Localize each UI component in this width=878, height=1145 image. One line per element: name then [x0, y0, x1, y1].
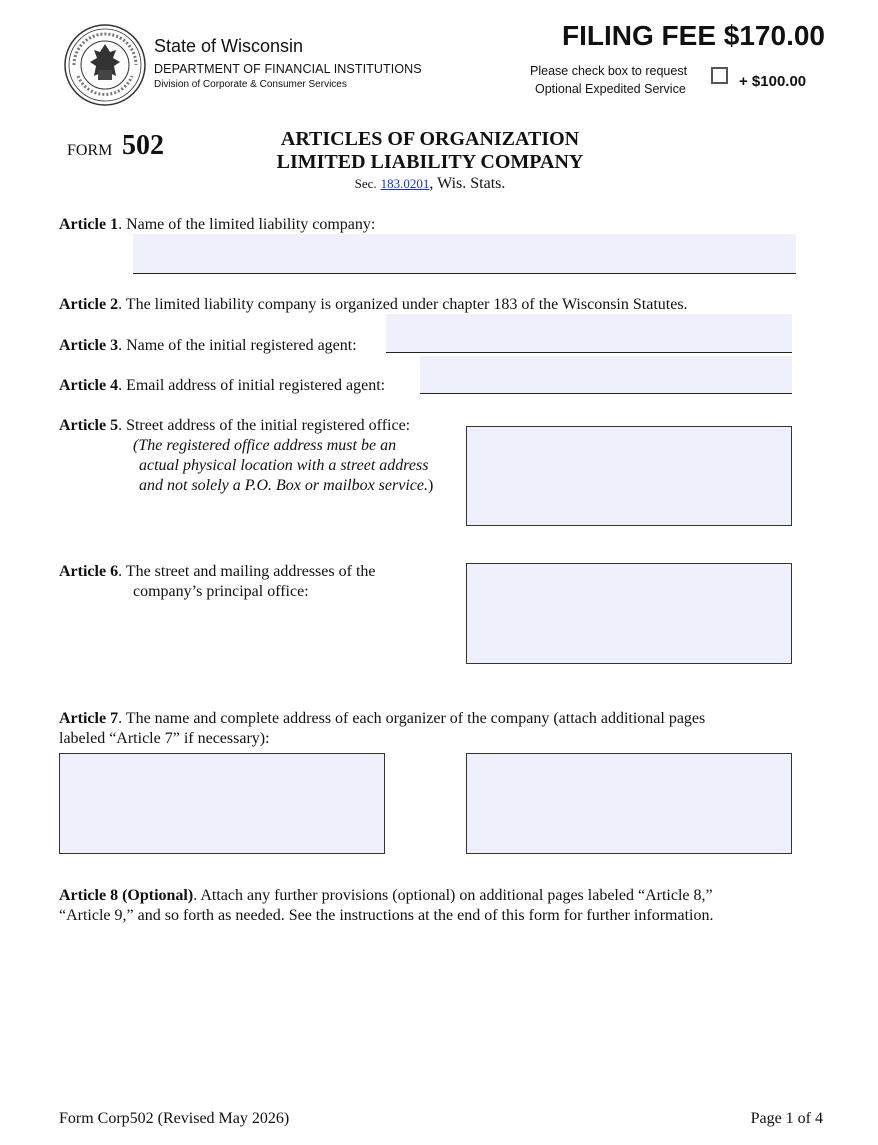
article-4-text: . Email address of initial registered agent:: [118, 377, 386, 394]
statute-prefix: Sec.: [354, 176, 377, 191]
article-3-text: . Name of the initial registered agent:: [118, 337, 357, 354]
article-5-note-line1: The registered office address must be an: [138, 437, 397, 454]
article-7-text-line2: labeled “Article 7” if necessary):: [59, 730, 270, 747]
form-revision: Form Corp502 (Revised May 2026): [59, 1110, 290, 1127]
form-number: 502: [122, 130, 164, 161]
statute-reference: [0, 175, 860, 193]
article-6-label: [59, 562, 375, 582]
article-2-text: . The limited liability company is organized under chapter 183 of the Wisconsin Statutes.: [118, 296, 688, 313]
article-7-heading: Article 7: [59, 710, 119, 727]
article-2-heading: Article 2: [59, 296, 119, 313]
article-1-label: [59, 215, 375, 235]
state-seal-logo: [64, 24, 146, 106]
form-title-line2: LIMITED LIABILITY COMPANY: [276, 151, 584, 173]
article-4-label: [59, 376, 385, 396]
article-8-heading: Article 8 (Optional): [59, 887, 194, 904]
form-title-line1: ARTICLES OF ORGANIZATION: [280, 128, 580, 150]
article-1-heading: Article 1: [59, 216, 119, 233]
form-label: FORM: [67, 142, 113, 159]
division-name: Division of Corporate & Consumer Services: [154, 79, 347, 90]
expedite-instruction-line2: Optional Expedited Service: [535, 82, 686, 96]
principal-office-address-input[interactable]: [466, 563, 792, 664]
article-2-label: [59, 295, 688, 315]
statute-link[interactable]: 183.0201: [380, 176, 430, 191]
expedited-service-checkbox[interactable]: [711, 67, 728, 84]
article-5-note: (The registered office address must be an actual physical location with a street address and not solely a P.O. Box or mailbox service.): [133, 437, 434, 494]
registered-office-address-input[interactable]: [466, 426, 792, 526]
article-5-heading: Article 5: [59, 417, 119, 434]
organizer-address-input-right[interactable]: [466, 753, 792, 854]
article-5-note-line3: and not solely a P.O. Box or mailbox service.: [139, 477, 428, 494]
page-number: Page 1 of 4: [750, 1110, 823, 1127]
article-4-heading: Article 4: [59, 377, 119, 394]
article-8-label: [59, 886, 713, 906]
article-5-text: . Street address of the initial registered office:: [118, 417, 411, 434]
article-5-label: [59, 416, 410, 436]
article-6-text-line2: company’s principal office:: [133, 583, 309, 600]
organizer-address-input-left[interactable]: [59, 753, 385, 854]
article-6-text: . The street and mailing addresses of the: [118, 563, 376, 580]
article-1-text: . Name of the limited liability company:: [118, 216, 376, 233]
statute-suffix: , Wis. Stats.: [429, 175, 506, 192]
article-3-label: [59, 336, 357, 356]
state-name: State of Wisconsin: [154, 36, 304, 56]
article-7-label: [59, 709, 705, 729]
article-8-text-line2: “Article 9,” and so forth as needed. See the instructions at the end of this form for further information.: [59, 907, 714, 924]
expedite-fee: + $100.00: [739, 73, 807, 90]
registered-agent-email-input[interactable]: [420, 356, 792, 394]
article-3-heading: Article 3: [59, 337, 119, 354]
article-8-text: . Attach any further provisions (optional) on additional pages labeled “Article 8,”: [193, 887, 713, 904]
department-name: DEPARTMENT OF FINANCIAL INSTITUTIONS: [154, 62, 422, 76]
company-name-input[interactable]: [133, 234, 796, 274]
registered-agent-name-input[interactable]: [386, 314, 792, 353]
article-6-heading: Article 6: [59, 563, 119, 580]
article-5-note-line2: actual physical location with a street address: [139, 457, 429, 474]
expedite-instruction-line1: Please check box to request: [530, 64, 688, 78]
filing-fee: FILING FEE $170.00: [562, 20, 825, 51]
article-7-text: . The name and complete address of each organizer of the company (attach additional pages: [118, 710, 706, 727]
